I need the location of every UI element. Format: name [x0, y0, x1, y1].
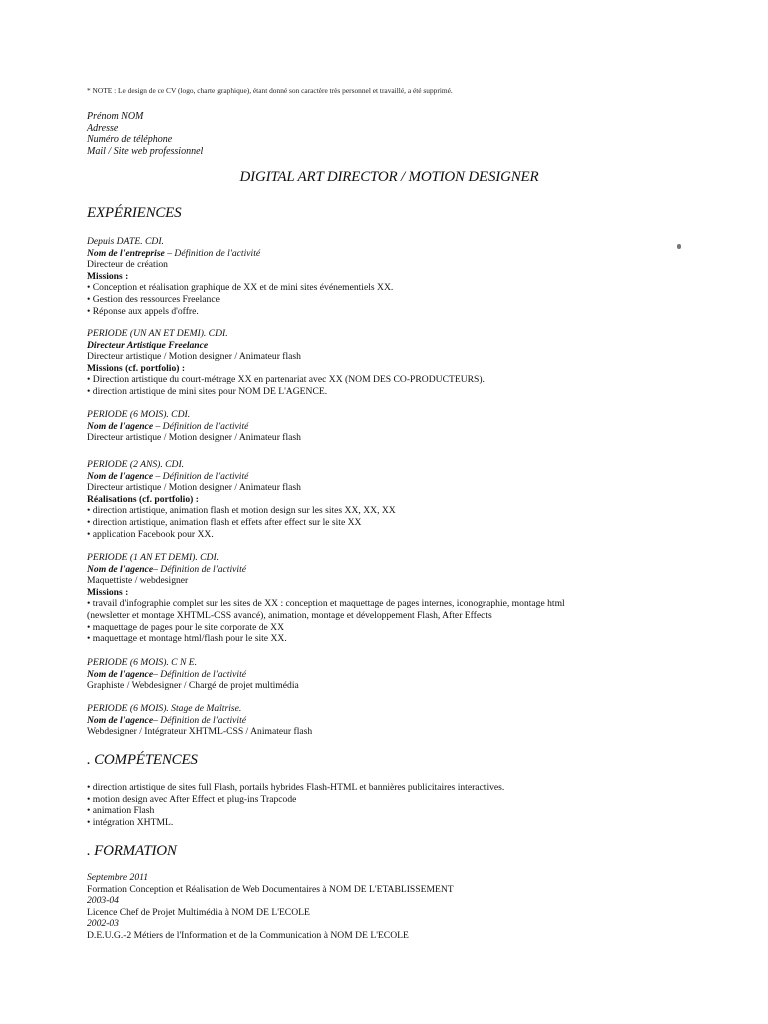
experience-entry [87, 459, 396, 540]
experience-bullet: • maquettage de pages pour le site corporate de XX [87, 622, 565, 634]
experience-entry [87, 328, 485, 398]
experience-separator: – [153, 668, 161, 680]
experience-company: Directeur Artistique Freelance [87, 339, 209, 351]
experience-activity: Définition de l'activité [160, 563, 246, 575]
formation-date: 2003-04 [87, 895, 119, 907]
experience-company-line [87, 340, 485, 352]
experience-separator: – [153, 714, 161, 726]
formation-date: 2002-03 [87, 918, 119, 930]
experience-list-label: Missions : [87, 586, 129, 598]
experience-bullet: • direction artistique, animation flash et effets after effect sur le site XX [87, 517, 396, 529]
experience-company-line [87, 715, 312, 727]
experience-separator: – [153, 563, 161, 575]
experience-role: Directeur artistique / Motion designer / Animateur flash [87, 351, 301, 363]
experience-bullet: • travail d'infographie complet sur les sites de XX : conception et maquettage de pages internes, iconographie, montage html [87, 598, 565, 610]
formation-text: Licence Chef de Projet Multimédia à NOM DE L'ECOLE [87, 906, 310, 918]
contact-address: Adresse [87, 122, 119, 134]
contact-block [87, 111, 203, 157]
experience-company: Nom de l'entreprise [87, 247, 165, 259]
experience-period: PERIODE (6 MOIS). C N E. [87, 657, 198, 668]
design-note: * NOTE : Le design de ce CV (logo, charte graphique), étant donné son caractère très personnel et travaillé, a été supprimé. [87, 86, 453, 95]
experience-company-line [87, 471, 396, 483]
experience-bullet: • application Facebook pour XX. [87, 529, 396, 541]
experience-activity: Définition de l'activité [162, 420, 249, 432]
experience-company: Nom de l'agence [87, 563, 154, 575]
experience-period: PERIODE (UN AN ET DEMI). CDI. [87, 328, 228, 339]
experience-company-line [87, 248, 393, 260]
competence-item: • animation Flash [87, 805, 504, 817]
experience-bullet: • Conception et réalisation graphique de XX et de mini sites événementiels XX. [87, 282, 393, 294]
experience-period: PERIODE (6 MOIS). Stage de Maîtrise. [87, 703, 242, 714]
experience-activity: Définition de l'activité [160, 668, 246, 680]
experience-entry [87, 552, 565, 645]
experience-entry [87, 236, 393, 317]
experience-entry [87, 703, 312, 738]
experience-company: Nom de l'agence [87, 420, 154, 432]
formation-heading: . FORMATION [87, 843, 177, 859]
experience-entry [87, 409, 301, 444]
experience-bullet: • Gestion des ressources Freelance [87, 294, 393, 306]
experience-bullet: • direction artistique de mini sites pour NOM DE L'AGENCE. [87, 386, 485, 398]
experience-company-line [87, 421, 301, 433]
competence-item: • direction artistique de sites full Flash, portails hybrides Flash-HTML et bannières publicitaires interactives. [87, 782, 504, 794]
experience-company: Nom de l'agence [87, 714, 154, 726]
experience-company-line [87, 669, 299, 681]
experience-period: Depuis DATE. CDI. [87, 236, 164, 247]
scan-speck [677, 244, 681, 249]
page-title [0, 169, 768, 186]
competences-list [87, 782, 504, 828]
formation-text: Formation Conception et Réalisation de Web Documentaires à NOM DE L'ETABLISSEMENT [87, 883, 454, 895]
experiences-heading: EXPÉRIENCES [87, 205, 182, 221]
experience-separator: – [164, 247, 175, 259]
experience-activity: Définition de l'activité [174, 247, 261, 259]
contact-name: Prénom NOM [87, 111, 144, 122]
experience-role: Directeur artistique / Motion designer / Animateur flash [87, 482, 301, 494]
experience-period: PERIODE (1 AN ET DEMI). CDI. [87, 552, 220, 563]
experience-bullet: • maquettage et montage html/flash pour le site XX. [87, 633, 565, 645]
experience-list-label: Missions (cf. portfolio) : [87, 362, 186, 374]
page-title-text: DIGITAL ART DIRECTOR / MOTION DESIGNER [239, 169, 539, 185]
experience-list-label: Missions : [87, 270, 129, 282]
experience-role: Graphiste / Webdesigner / Chargé de projet multimédia [87, 680, 299, 692]
experience-activity: Définition de l'activité [160, 714, 246, 726]
experience-bullet: • Direction artistique du court-métrage XX en partenariat avec XX (NOM DES CO-PRODUCTEURS). [87, 374, 485, 386]
experience-entry [87, 657, 299, 692]
experience-company: Nom de l'agence [87, 668, 154, 680]
experience-company-line [87, 564, 565, 576]
experience-role: Maquettiste / webdesigner [87, 575, 189, 587]
experience-period: PERIODE (2 ANS). CDI. [87, 459, 185, 470]
experience-role: Webdesigner / Intégrateur XHTML-CSS / Animateur flash [87, 726, 313, 738]
formation-list [87, 872, 454, 942]
experience-list-label: Réalisations (cf. portfolio) : [87, 493, 199, 505]
contact-mail: Mail / Site web professionnel [87, 145, 204, 157]
experience-separator: – [153, 470, 163, 482]
contact-phone: Numéro de téléphone [87, 134, 173, 145]
competence-item: • intégration XHTML. [87, 817, 504, 829]
competences-heading: . COMPÉTENCES [87, 752, 198, 768]
experience-role: Directeur de création [87, 259, 168, 271]
experience-activity: Définition de l'activité [162, 470, 249, 482]
competence-item: • motion design avec After Effect et plug-ins Trapcode [87, 794, 504, 806]
formation-text: D.E.U.G.-2 Métiers de l'Information et de la Communication à NOM DE L'ECOLE [87, 929, 409, 941]
experience-role: Directeur artistique / Motion designer / Animateur flash [87, 432, 301, 444]
experience-bullet-continuation: (newsletter et montage XHTML-CSS avancé), animation, montage et développement Flash, After Effects [87, 609, 492, 621]
formation-date: Septembre 2011 [87, 872, 149, 883]
experience-period: PERIODE (6 MOIS). CDI. [87, 409, 191, 420]
experience-bullet: • direction artistique, animation flash et motion design sur les sites XX, XX, XX [87, 505, 396, 517]
experience-company: Nom de l'agence [87, 470, 154, 482]
experience-separator: – [153, 420, 163, 432]
experience-bullet: • Réponse aux appels d'offre. [87, 306, 393, 318]
